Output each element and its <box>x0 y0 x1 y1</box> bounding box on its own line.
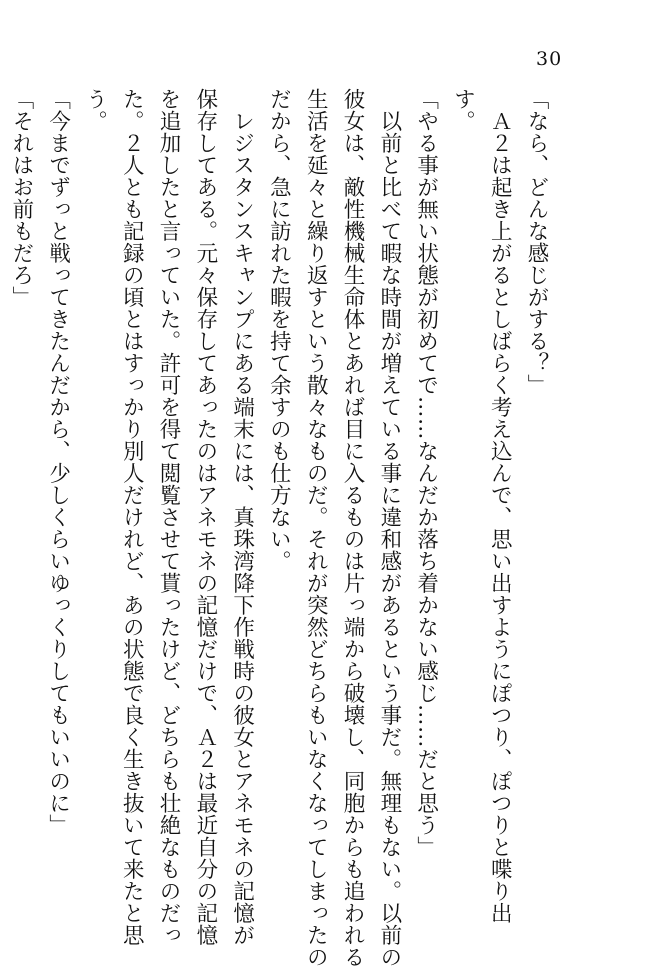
page-number: 30 <box>536 48 563 70</box>
text-line <box>0 88 2 878</box>
text-line: 「それはお前もだろ」 <box>8 88 34 308</box>
text-line: う。 <box>82 88 108 132</box>
text-line: 生活を延々と繰り返すという散々なものだ。それが突然どちらもいなくなってしまったの <box>303 88 329 968</box>
text-line: 以前と比べて暇な時間が増えている事に違和感があるという事だ。無理もない。以前の <box>376 88 402 968</box>
text-line: た。２人とも記録の頃とはすっかり別人だけれど、あの状態で良く生き抜いて来たと思 <box>119 88 145 946</box>
text-line: 彼女は、敵性機械生命体とあれば目に入るものは片っ端から破壊し、同胞からも追われる <box>340 88 366 968</box>
text-line: だから、急に訪れた暇を持て余すのも仕方ない。 <box>266 88 292 572</box>
text-line: 保存してある。元々保存してあったのはアネモネの記憶だけで、Ａ２は最近自分の記憶 <box>192 88 218 946</box>
text-line: レジスタンスキャンプにある端末には、真珠湾降下作戦時の彼女とアネモネの記憶が <box>229 88 255 946</box>
text-line: 「やる事が無い状態が初めてで……なんだか落ち着かない感じ……だと思う」 <box>413 88 439 858</box>
vertical-text-body <box>0 88 554 968</box>
text-line: Ａ２は起き上がるとしばらく考え込んで、思い出すようにぽつり、ぽつりと喋り出 <box>487 88 513 924</box>
text-line: す。 <box>450 88 476 132</box>
text-line: 「今までずっと戦ってきたんだから、少しくらいゆっくりしてもいいのに」 <box>45 88 71 836</box>
text-line: を追加したと言っていた。許可を得て閲覧させて貰ったけど、どちらも壮絶なものだっ <box>156 88 182 946</box>
text-line: 「なら、どんな感じがする？」 <box>524 88 549 396</box>
